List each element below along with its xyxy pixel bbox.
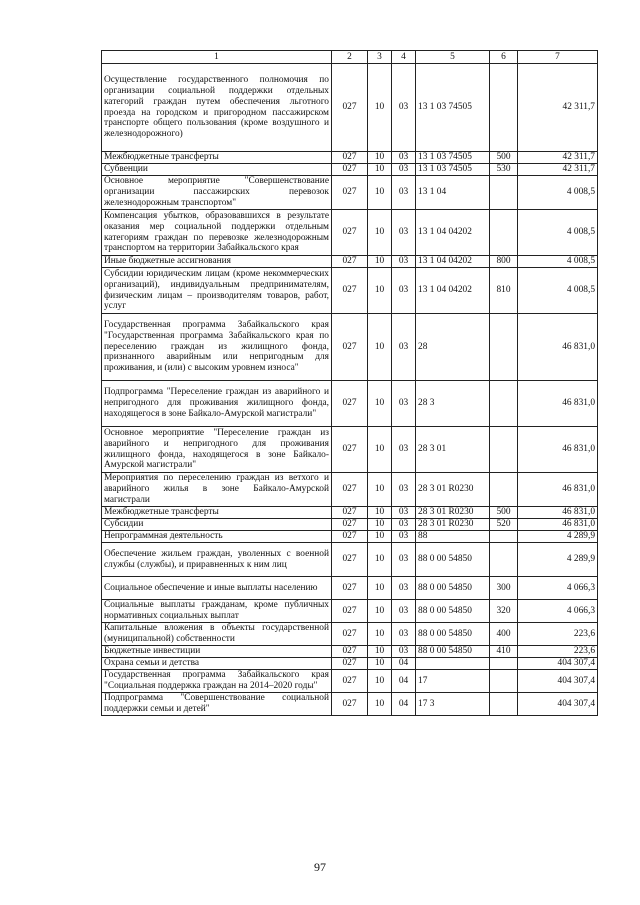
row-target-article: 28 3 01 R0230 xyxy=(416,507,490,519)
table-row xyxy=(102,600,598,623)
row-ministry-code: 027 xyxy=(332,152,368,164)
table-row xyxy=(102,64,598,152)
row-section-code: 10 xyxy=(368,543,392,577)
row-description: Мероприятия по переселению граждан из ветхого и аварийного жилья в зоне Байкало-Амурской магистрали xyxy=(102,473,332,507)
row-expense-type: 520 xyxy=(490,519,518,531)
row-ministry-code: 027 xyxy=(332,519,368,531)
row-ministry-code: 027 xyxy=(332,693,368,716)
row-target-article: 13 1 04 xyxy=(416,176,490,210)
row-ministry-code: 027 xyxy=(332,268,368,314)
row-amount: 46 831,0 xyxy=(518,427,598,473)
row-amount: 42 311,7 xyxy=(518,164,598,176)
row-amount: 4 066,3 xyxy=(518,577,598,600)
row-target-article: 88 0 00 54850 xyxy=(416,600,490,623)
row-amount: 4 008,5 xyxy=(518,210,598,256)
row-subsection-code: 03 xyxy=(392,519,416,531)
row-description: Межбюджетные трансферты xyxy=(102,507,332,519)
row-expense-type xyxy=(490,693,518,716)
row-amount: 42 311,7 xyxy=(518,64,598,152)
table-row xyxy=(102,623,598,646)
row-subsection-code: 04 xyxy=(392,693,416,716)
row-ministry-code: 027 xyxy=(332,658,368,670)
row-section-code: 10 xyxy=(368,210,392,256)
row-amount: 4 008,5 xyxy=(518,268,598,314)
row-description: Обеспечение жильем граждан, уволенных с военной службы (службы), и приравненных к ним лиц xyxy=(102,543,332,577)
row-ministry-code: 027 xyxy=(332,164,368,176)
row-target-article: 28 3 01 xyxy=(416,427,490,473)
table-row xyxy=(102,670,598,693)
row-ministry-code: 027 xyxy=(332,507,368,519)
row-expense-type: 320 xyxy=(490,600,518,623)
row-section-code: 10 xyxy=(368,473,392,507)
row-expense-type xyxy=(490,658,518,670)
row-amount: 46 831,0 xyxy=(518,473,598,507)
row-expense-type xyxy=(490,670,518,693)
row-description: Межбюджетные трансферты xyxy=(102,152,332,164)
row-ministry-code: 027 xyxy=(332,381,368,427)
row-amount: 404 307,4 xyxy=(518,693,598,716)
row-target-article: 28 xyxy=(416,314,490,381)
row-subsection-code: 03 xyxy=(392,427,416,473)
column-header-1: 1 xyxy=(102,51,332,64)
table-row xyxy=(102,268,598,314)
column-header-4: 4 xyxy=(392,51,416,64)
row-ministry-code: 027 xyxy=(332,176,368,210)
row-target-article: 13 1 03 74505 xyxy=(416,152,490,164)
row-target-article: 88 0 00 54850 xyxy=(416,623,490,646)
row-section-code: 10 xyxy=(368,381,392,427)
row-expense-type: 400 xyxy=(490,623,518,646)
row-expense-type xyxy=(490,473,518,507)
row-target-article: 28 3 xyxy=(416,381,490,427)
row-section-code: 10 xyxy=(368,658,392,670)
row-description: Подпрограмма "Совершенствование социальной поддержки семьи и детей" xyxy=(102,693,332,716)
row-section-code: 10 xyxy=(368,507,392,519)
row-section-code: 10 xyxy=(368,256,392,268)
row-description: Социальные выплаты гражданам, кроме публичных нормативных социальных выплат xyxy=(102,600,332,623)
row-expense-type xyxy=(490,64,518,152)
row-ministry-code: 027 xyxy=(332,314,368,381)
row-subsection-code: 03 xyxy=(392,268,416,314)
row-section-code: 10 xyxy=(368,670,392,693)
table-row xyxy=(102,543,598,577)
row-subsection-code: 04 xyxy=(392,670,416,693)
row-description: Государственная программа Забайкальского края "Социальная поддержка граждан на 2014–2020 годы" xyxy=(102,670,332,693)
row-expense-type: 300 xyxy=(490,577,518,600)
row-section-code: 10 xyxy=(368,646,392,658)
row-ministry-code: 027 xyxy=(332,600,368,623)
row-ministry-code: 027 xyxy=(332,64,368,152)
row-description: Непрограммная деятельность xyxy=(102,531,332,543)
table-row xyxy=(102,256,598,268)
row-expense-type: 500 xyxy=(490,152,518,164)
table-row xyxy=(102,427,598,473)
header-row xyxy=(102,51,598,64)
row-description: Иные бюджетные ассигнования xyxy=(102,256,332,268)
row-subsection-code: 04 xyxy=(392,658,416,670)
row-expense-type: 800 xyxy=(490,256,518,268)
row-target-article: 17 3 xyxy=(416,693,490,716)
row-description: Субсидии юридическим лицам (кроме некоммерческих организаций), индивидуальным предпринимателям, физическим лицам – производителям товаров, работ, услуг xyxy=(102,268,332,314)
row-target-article: 28 3 01 R0230 xyxy=(416,519,490,531)
row-ministry-code: 027 xyxy=(332,646,368,658)
row-amount: 223,6 xyxy=(518,646,598,658)
row-amount: 46 831,0 xyxy=(518,381,598,427)
row-description: Подпрограмма "Переселение граждан из аварийного и непригодного для проживания жилищного фонда, находящегося в зоне Байкало-Амурской магистрали" xyxy=(102,381,332,427)
row-subsection-code: 03 xyxy=(392,64,416,152)
row-expense-type xyxy=(490,531,518,543)
column-header-3: 3 xyxy=(368,51,392,64)
row-ministry-code: 027 xyxy=(332,427,368,473)
row-subsection-code: 03 xyxy=(392,152,416,164)
table-row xyxy=(102,646,598,658)
row-section-code: 10 xyxy=(368,314,392,381)
table-row xyxy=(102,164,598,176)
column-header-7: 7 xyxy=(518,51,598,64)
row-amount: 42 311,7 xyxy=(518,152,598,164)
row-subsection-code: 03 xyxy=(392,256,416,268)
row-section-code: 10 xyxy=(368,600,392,623)
row-description: Социальное обеспечение и иные выплаты населению xyxy=(102,577,332,600)
row-description: Охрана семьи и детства xyxy=(102,658,332,670)
row-section-code: 10 xyxy=(368,693,392,716)
row-description: Основное мероприятие "Переселение граждан из аварийного и непригодного для проживания жилищного фонда, находящегося в зоне Байкало-Амурской магистрали" xyxy=(102,427,332,473)
row-subsection-code: 03 xyxy=(392,531,416,543)
row-expense-type: 410 xyxy=(490,646,518,658)
row-amount: 4 008,5 xyxy=(518,256,598,268)
row-amount: 46 831,0 xyxy=(518,314,598,381)
row-amount: 404 307,4 xyxy=(518,658,598,670)
row-ministry-code: 027 xyxy=(332,531,368,543)
row-subsection-code: 03 xyxy=(392,577,416,600)
table-row xyxy=(102,314,598,381)
row-section-code: 10 xyxy=(368,577,392,600)
row-amount: 4 289,9 xyxy=(518,543,598,577)
table-row xyxy=(102,507,598,519)
row-description: Государственная программа Забайкальского края "Государственная программа Забайкальского края по переселению граждан из жилищного фонда, признанного аварийным или непригодным для проживания, и (или) с высоким уровнем износа" xyxy=(102,314,332,381)
row-ministry-code: 027 xyxy=(332,670,368,693)
row-ministry-code: 027 xyxy=(332,577,368,600)
row-target-article: 13 1 04 04202 xyxy=(416,256,490,268)
row-ministry-code: 027 xyxy=(332,256,368,268)
table-row xyxy=(102,577,598,600)
row-expense-type xyxy=(490,381,518,427)
row-target-article: 13 1 03 74505 xyxy=(416,164,490,176)
row-description: Капитальные вложения в объекты государственной (муниципальной) собственности xyxy=(102,623,332,646)
row-amount: 4 289,9 xyxy=(518,531,598,543)
row-ministry-code: 027 xyxy=(332,473,368,507)
row-target-article: 28 3 01 R0230 xyxy=(416,473,490,507)
table-row xyxy=(102,473,598,507)
row-target-article: 88 0 00 54850 xyxy=(416,543,490,577)
table-row xyxy=(102,152,598,164)
row-section-code: 10 xyxy=(368,176,392,210)
row-target-article: 88 0 00 54850 xyxy=(416,646,490,658)
row-expense-type xyxy=(490,210,518,256)
table-row xyxy=(102,176,598,210)
row-amount: 223,6 xyxy=(518,623,598,646)
page-number: 97 xyxy=(314,860,326,874)
row-section-code: 10 xyxy=(368,519,392,531)
row-description: Бюджетные инвестиции xyxy=(102,646,332,658)
row-ministry-code: 027 xyxy=(332,543,368,577)
table-row xyxy=(102,693,598,716)
row-subsection-code: 03 xyxy=(392,314,416,381)
row-subsection-code: 03 xyxy=(392,646,416,658)
row-target-article: 88 0 00 54850 xyxy=(416,577,490,600)
row-section-code: 10 xyxy=(368,152,392,164)
row-target-article: 13 1 04 04202 xyxy=(416,210,490,256)
table-row xyxy=(102,658,598,670)
row-expense-type: 500 xyxy=(490,507,518,519)
row-target-article xyxy=(416,658,490,670)
row-amount: 46 831,0 xyxy=(518,507,598,519)
row-subsection-code: 03 xyxy=(392,210,416,256)
row-section-code: 10 xyxy=(368,623,392,646)
column-header-2: 2 xyxy=(332,51,368,64)
row-target-article: 17 xyxy=(416,670,490,693)
row-description: Субсидии xyxy=(102,519,332,531)
table-row xyxy=(102,531,598,543)
row-section-code: 10 xyxy=(368,531,392,543)
row-expense-type: 530 xyxy=(490,164,518,176)
table-row xyxy=(102,210,598,256)
row-subsection-code: 03 xyxy=(392,164,416,176)
row-section-code: 10 xyxy=(368,164,392,176)
row-subsection-code: 03 xyxy=(392,176,416,210)
row-subsection-code: 03 xyxy=(392,381,416,427)
column-header-6: 6 xyxy=(490,51,518,64)
row-description: Основное мероприятие "Совершенствование организации пассажирских перевозок железнодорожным транспортом" xyxy=(102,176,332,210)
row-description: Субвенции xyxy=(102,164,332,176)
table-row xyxy=(102,381,598,427)
row-subsection-code: 03 xyxy=(392,600,416,623)
row-expense-type: 810 xyxy=(490,268,518,314)
row-subsection-code: 03 xyxy=(392,473,416,507)
row-section-code: 10 xyxy=(368,427,392,473)
row-expense-type xyxy=(490,543,518,577)
row-amount: 4 066,3 xyxy=(518,600,598,623)
row-ministry-code: 027 xyxy=(332,623,368,646)
column-header-5: 5 xyxy=(416,51,490,64)
row-expense-type xyxy=(490,176,518,210)
row-expense-type xyxy=(490,427,518,473)
row-subsection-code: 03 xyxy=(392,623,416,646)
row-description: Осуществление государственного полномочия по организации социальной поддержки отдельных категорий граждан путем обеспечения льготного проезда на городском и пригородном пассажирском транспорте общего пользования (кроме воздушного и железнодорожного) xyxy=(102,64,332,152)
row-target-article: 13 1 04 04202 xyxy=(416,268,490,314)
row-description: Компенсация убытков, образовавшихся в результате оказания мер социальной поддержки отдельным категориям граждан по перевозке железнодорожным транспортом на территории Забайкальского края xyxy=(102,210,332,256)
row-amount: 404 307,4 xyxy=(518,670,598,693)
row-section-code: 10 xyxy=(368,268,392,314)
budget-table xyxy=(101,50,598,716)
row-subsection-code: 03 xyxy=(392,507,416,519)
row-expense-type xyxy=(490,314,518,381)
row-ministry-code: 027 xyxy=(332,210,368,256)
row-target-article: 88 xyxy=(416,531,490,543)
row-section-code: 10 xyxy=(368,64,392,152)
table-row xyxy=(102,519,598,531)
row-amount: 4 008,5 xyxy=(518,176,598,210)
row-target-article: 13 1 03 74505 xyxy=(416,64,490,152)
row-subsection-code: 03 xyxy=(392,543,416,577)
row-amount: 46 831,0 xyxy=(518,519,598,531)
